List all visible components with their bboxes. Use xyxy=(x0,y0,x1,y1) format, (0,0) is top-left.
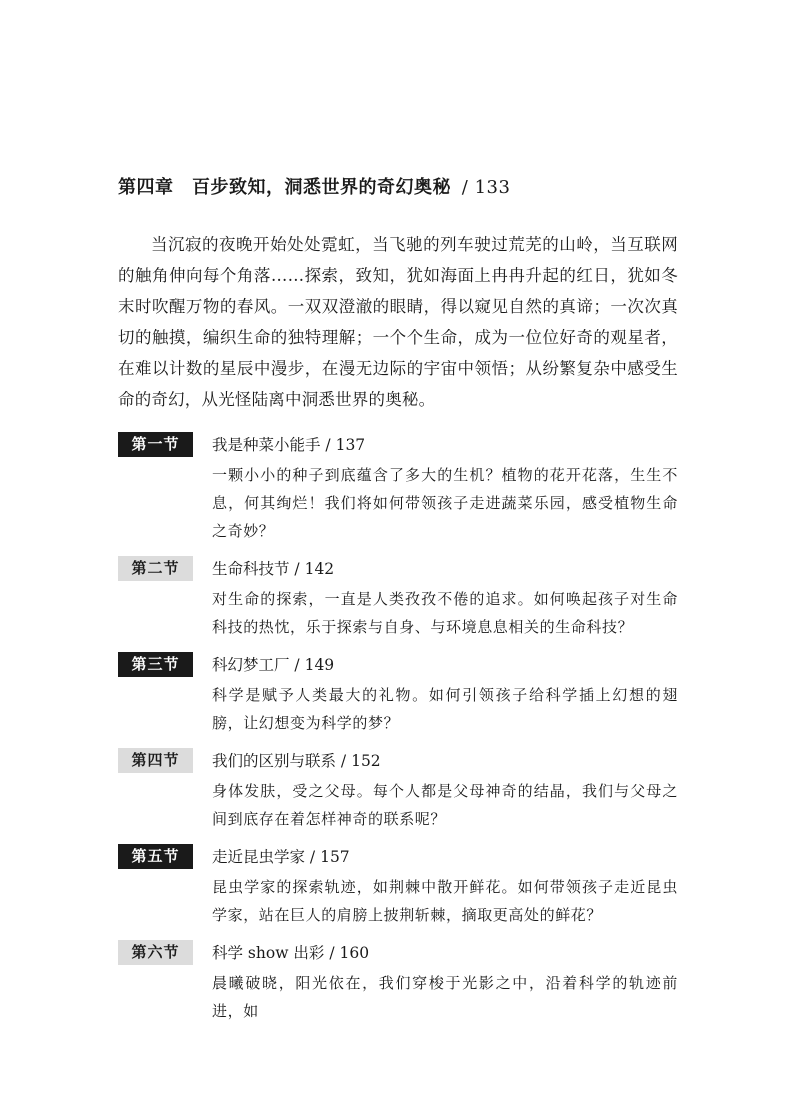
section-description: 科学是赋予人类最大的礼物。如何引领孩子给科学插上幻想的翅膀，让幻想变为科学的梦？ xyxy=(212,686,678,732)
section-title: 科学 show 出彩 / 160 xyxy=(212,944,370,962)
chapter-title-text: 第四章 百步致知，洞悉世界的奇幻奥秘 xyxy=(118,177,451,198)
section-header xyxy=(118,747,678,773)
section-description: 一颗小小的种子到底蕴含了多大的生机？植物的花开花落，生生不息，何其绚烂！我们将如何带领孩子走进蔬菜乐园，感受植物生命之奇妙？ xyxy=(212,466,678,540)
section-title: 科幻梦工厂 / 149 xyxy=(212,656,335,674)
section-item-5 xyxy=(118,843,678,929)
section-header xyxy=(118,651,678,677)
section-badge: 第二节 xyxy=(118,556,193,581)
section-item-4 xyxy=(118,747,678,833)
section-badge: 第一节 xyxy=(118,432,193,457)
section-description: 昆虫学家的探索轨迹，如荆棘中散开鲜花。如何带领孩子走近昆虫学家，站在巨人的肩膀上披荆斩棘，摘取更高处的鲜花？ xyxy=(212,878,678,924)
section-header xyxy=(118,431,678,457)
section-badge: 第五节 xyxy=(118,844,193,869)
section-title: 我们的区别与联系 / 152 xyxy=(212,752,381,770)
section-item-6 xyxy=(118,939,678,1025)
chapter-page-ref: / 133 xyxy=(461,177,511,198)
section-description: 晨曦破晓，阳光依在，我们穿梭于光影之中，沿着科学的轨迹前进，如 xyxy=(212,974,678,1020)
section-item-2 xyxy=(118,555,678,641)
section-description: 身体发肤，受之父母。每个人都是父母神奇的结晶，我们与父母之间到底存在着怎样神奇的联系呢？ xyxy=(212,782,678,828)
chapter-heading xyxy=(118,173,510,199)
chapter-intro-paragraph: 当沉寂的夜晚开始处处霓虹，当飞驰的列车驶过荒芜的山岭，当互联网的触角伸向每个角落……探索，致知，犹如海面上冉冉升起的红日，犹如冬末时吹醒万物的春风。一双双澄澈的眼睛，得以窥见自然的真谛；一次次真切的触摸，编织生命的独特理解；一个个生命，成为一位位好奇的观星者，在难以计数的星辰中漫步，在漫无边际的宇宙中领悟；从纷繁复杂中感受生命的奇幻，从光怪陆离中洞悉世界的奥秘。 xyxy=(118,235,678,409)
section-list xyxy=(118,431,678,1035)
section-header xyxy=(118,939,678,965)
section-title: 我是种菜小能手 / 137 xyxy=(212,436,366,454)
section-description: 对生命的探索，一直是人类孜孜不倦的追求。如何唤起孩子对生命科技的热忱，乐于探索与自身、与环境息息相关的生命科技？ xyxy=(212,590,678,636)
section-header xyxy=(118,843,678,869)
section-badge: 第六节 xyxy=(118,940,193,965)
section-item-3 xyxy=(118,651,678,737)
section-badge: 第三节 xyxy=(118,652,193,677)
section-title: 生命科技节 / 142 xyxy=(212,560,335,578)
section-badge: 第四节 xyxy=(118,748,193,773)
section-item-1 xyxy=(118,431,678,545)
section-header xyxy=(118,555,678,581)
section-title: 走近昆虫学家 / 157 xyxy=(212,848,350,866)
